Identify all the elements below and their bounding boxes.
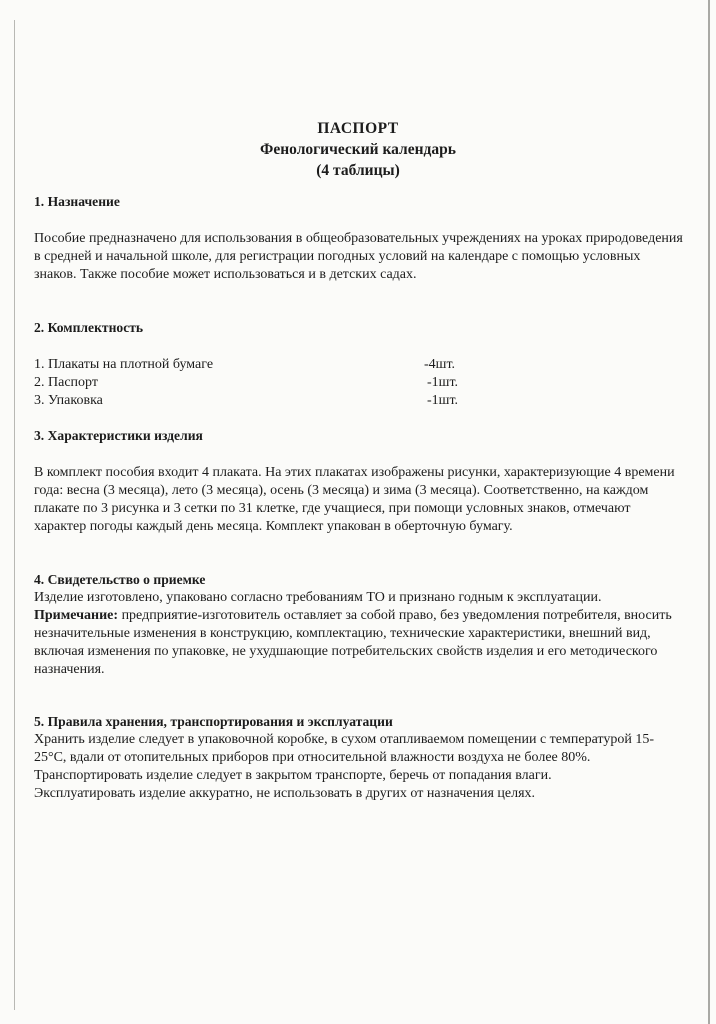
section-title: 4. Свидетельство о приемке [34,572,206,587]
section-purpose [34,193,684,284]
section-text: Изделие изготовлено, упаковано согласно требованиям ТО и признано годным к эксплуатации. [34,590,602,605]
contents-item-qty: -1шт. [427,393,459,408]
section-title: 2. Комплектность [34,320,144,335]
document-title: ПАСПОРТ [317,120,399,137]
contents-item-qty: -1шт. [427,375,459,390]
section-storage [34,713,684,803]
section-title: 1. Назначение [34,194,120,209]
section-contents [34,319,684,410]
section-title: 5. Правила хранения, транспортирования и эксплуатации [34,714,393,729]
contents-item [34,392,684,410]
storage-text: Хранить изделие следует в упаковочной коробке, в сухом отапливаемом помещении с температурой 15-25°С, вдали от отопительных приборов при относительной влажности воздуха не более 80%. [34,732,655,765]
contents-item [34,374,684,392]
section-title: 3. Характеристики изделия [34,428,203,443]
document-header [0,118,716,181]
section-text: В комплект пособия входит 4 плаката. На этих плакатах изображены рисунки, характеризующие 4 времени года: весна (3 месяца), лето (3 месяца), осень (3 месяца) и зима (3 месяца). Соответственно, на каждом плакате по 3 рисунка и 3 сетки по 31 клетке, где учащиеся, при помощи условных знаков, отмечают характер погоды каждый день месяца. Комплект упакован в оберточную бумагу. [34,465,675,534]
contents-item-qty: -4шт. [424,357,456,372]
section-note [34,607,684,679]
contents-item-name: 3. Упаковка [34,393,103,408]
contents-item [34,356,684,374]
usage-text: Эксплуатировать изделие аккуратно, не использовать в других от назначения целях. [34,786,536,801]
document-subtitle-count: (4 таблицы) [316,162,400,179]
contents-item-name: 2. Паспорт [34,375,98,390]
section-characteristics [34,427,684,536]
transport-text: Транспортировать изделие следует в закрытом транспорте, беречь от попадания влаги. [34,768,552,783]
note-label: Примечание: [34,608,119,623]
document-subtitle: Фенологический календарь [260,141,456,158]
contents-item-name: 1. Плакаты на плотной бумаге [34,357,214,372]
section-acceptance [34,571,684,679]
note-text: предприятие-изготовитель оставляет за собой право, без уведомления потребителя, вносить незначительные изменения в конструкцию, комплектацию, технические характеристики, внешний вид, включая изменения по упаковке, не ухудшающие потребительских свойств изделия и его методического назначения. [34,608,672,677]
section-text: Пособие предназначено для использования в общеобразовательных учреждениях на уроках природоведения в средней и начальной школе, для регистрации погодных условий на календаре с помощью условных знаков. Также пособие может использоваться и в детских садах. [34,231,683,282]
